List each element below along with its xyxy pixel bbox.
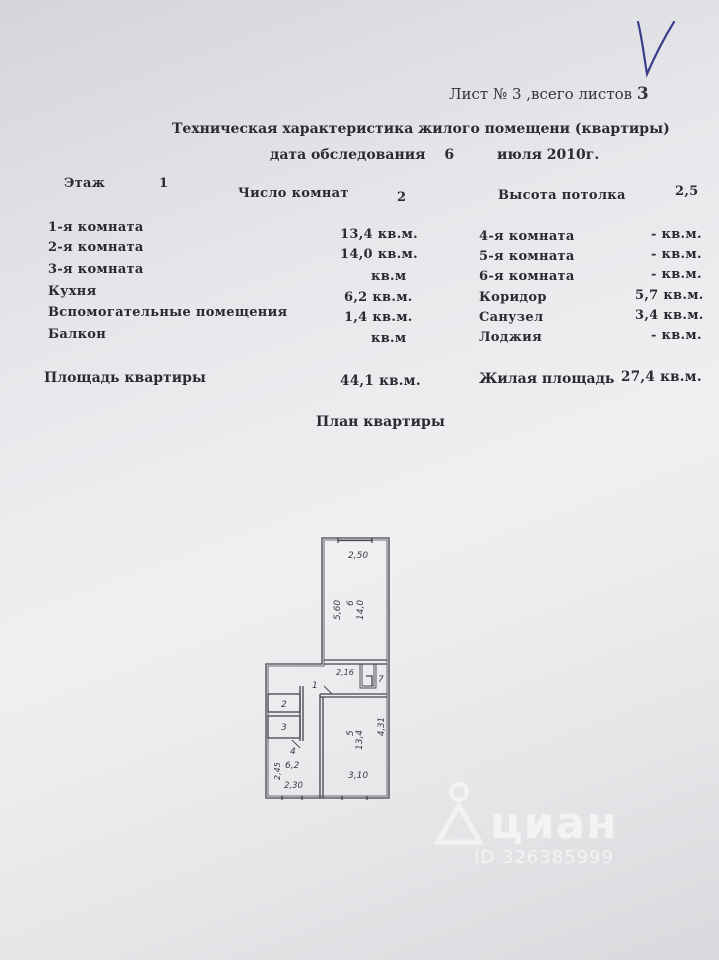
rooms-count-value: 2 <box>397 190 407 205</box>
plan-room6-wall <box>324 660 387 664</box>
plan-room5-width: 3,10 <box>348 771 369 781</box>
plan-window-top <box>338 538 372 543</box>
plan-hall-width: 2,16 <box>336 668 354 677</box>
living-area-label: Жилая площадь <box>479 371 615 387</box>
row-room3-value: кв.м <box>371 269 407 284</box>
watermark-id: ID 326385999 <box>474 847 614 868</box>
handwritten-check-mark <box>634 18 678 80</box>
row-room2-value: 14,0 кв.м. <box>340 247 418 262</box>
plan-top-width: 2,50 <box>348 551 369 561</box>
row-room1-label: 1-я комната <box>48 220 144 235</box>
row-loggia-label: Лоджия <box>479 330 543 345</box>
cian-logo-icon <box>434 780 484 846</box>
plan-door-marks <box>292 686 332 748</box>
plan-corridor-num: 1 <box>312 681 318 691</box>
row-room6-value: - кв.м. <box>651 267 702 282</box>
row-room4-value: - кв.м. <box>651 227 702 242</box>
plan-title: План квартиры <box>316 414 445 430</box>
sheet-label <box>449 84 649 104</box>
document-title: Техническая характеристика жилого помещени (квартиры) <box>172 121 670 137</box>
plan-closet2-num: 2 <box>281 700 287 710</box>
plan-room5-area: 13,4 <box>355 729 365 750</box>
plan-room6-area: 14,0 <box>356 599 366 620</box>
row-corridor-value: 5,7 кв.м. <box>635 288 704 303</box>
watermark-brand: циан <box>490 798 618 849</box>
row-corridor-label: Коридор <box>479 290 547 305</box>
row-room3-label: 3-я комната <box>48 262 144 277</box>
row-balcony-value: кв.м <box>371 331 407 346</box>
plan-kitchen-width: 2,30 <box>284 781 303 791</box>
row-auxiliary-value: 1,4 кв.м. <box>344 310 413 325</box>
row-room5-value: - кв.м. <box>651 247 702 262</box>
plan-closet-wall <box>300 686 303 741</box>
plan-bath-num: 7 <box>378 675 384 685</box>
row-bathroom-label: Санузел <box>479 310 544 325</box>
rooms-count-label: Число комнат <box>238 186 349 201</box>
row-auxiliary-label: Вспомогательные помещения <box>48 305 288 320</box>
row-bathroom-value: 3,4 кв.м. <box>635 308 704 323</box>
sheet-text: Лист № 3 ,всего листов <box>449 85 633 103</box>
survey-date <box>270 147 599 163</box>
plan-partition-wall <box>320 694 387 798</box>
floor-plan <box>262 536 394 802</box>
plan-kitchen-height: 2,45 <box>273 762 282 780</box>
plan-closet3-num: 3 <box>281 723 287 733</box>
survey-date-month: июля 2010г. <box>496 147 600 163</box>
apartment-area-label: Площадь квартиры <box>44 370 206 386</box>
survey-date-day: 6 <box>444 147 455 163</box>
ceiling-value: 2,5 <box>675 184 699 199</box>
floor-value: 1 <box>159 176 169 191</box>
plan-room6-num: 6 <box>346 600 356 606</box>
row-kitchen-value: 6,2 кв.м. <box>344 290 413 305</box>
row-room4-label: 4-я комната <box>479 229 575 244</box>
row-loggia-value: - кв.м. <box>651 328 702 343</box>
plan-outer-wall <box>266 538 389 798</box>
row-balcony-label: Балкон <box>48 327 107 342</box>
row-room6-label: 6-я комната <box>479 269 575 284</box>
survey-date-label: дата обследования <box>270 147 426 163</box>
row-room1-value: 13,4 кв.м. <box>340 227 418 242</box>
plan-kitchen-num: 4 <box>290 747 296 757</box>
plan-room6-height: 5,60 <box>333 599 343 620</box>
plan-bath-step <box>366 676 372 686</box>
floor-label: Этаж <box>64 176 106 191</box>
plan-room5-num: 5 <box>346 730 356 736</box>
apartment-area-value: 44,1 кв.м. <box>340 373 421 389</box>
ceiling-label: Высота потолка <box>498 188 626 203</box>
sheet-total: 3 <box>636 84 649 104</box>
row-room5-label: 5-я комната <box>479 249 575 264</box>
plan-outer-wall-inner <box>268 540 387 796</box>
row-room2-label: 2-я комната <box>48 240 144 255</box>
living-area-value: 27,4 кв.м. <box>621 369 702 385</box>
plan-room5-height: 4,31 <box>377 717 387 736</box>
plan-kitchen-area: 6,2 <box>285 761 300 771</box>
row-kitchen-label: Кухня <box>48 284 97 299</box>
